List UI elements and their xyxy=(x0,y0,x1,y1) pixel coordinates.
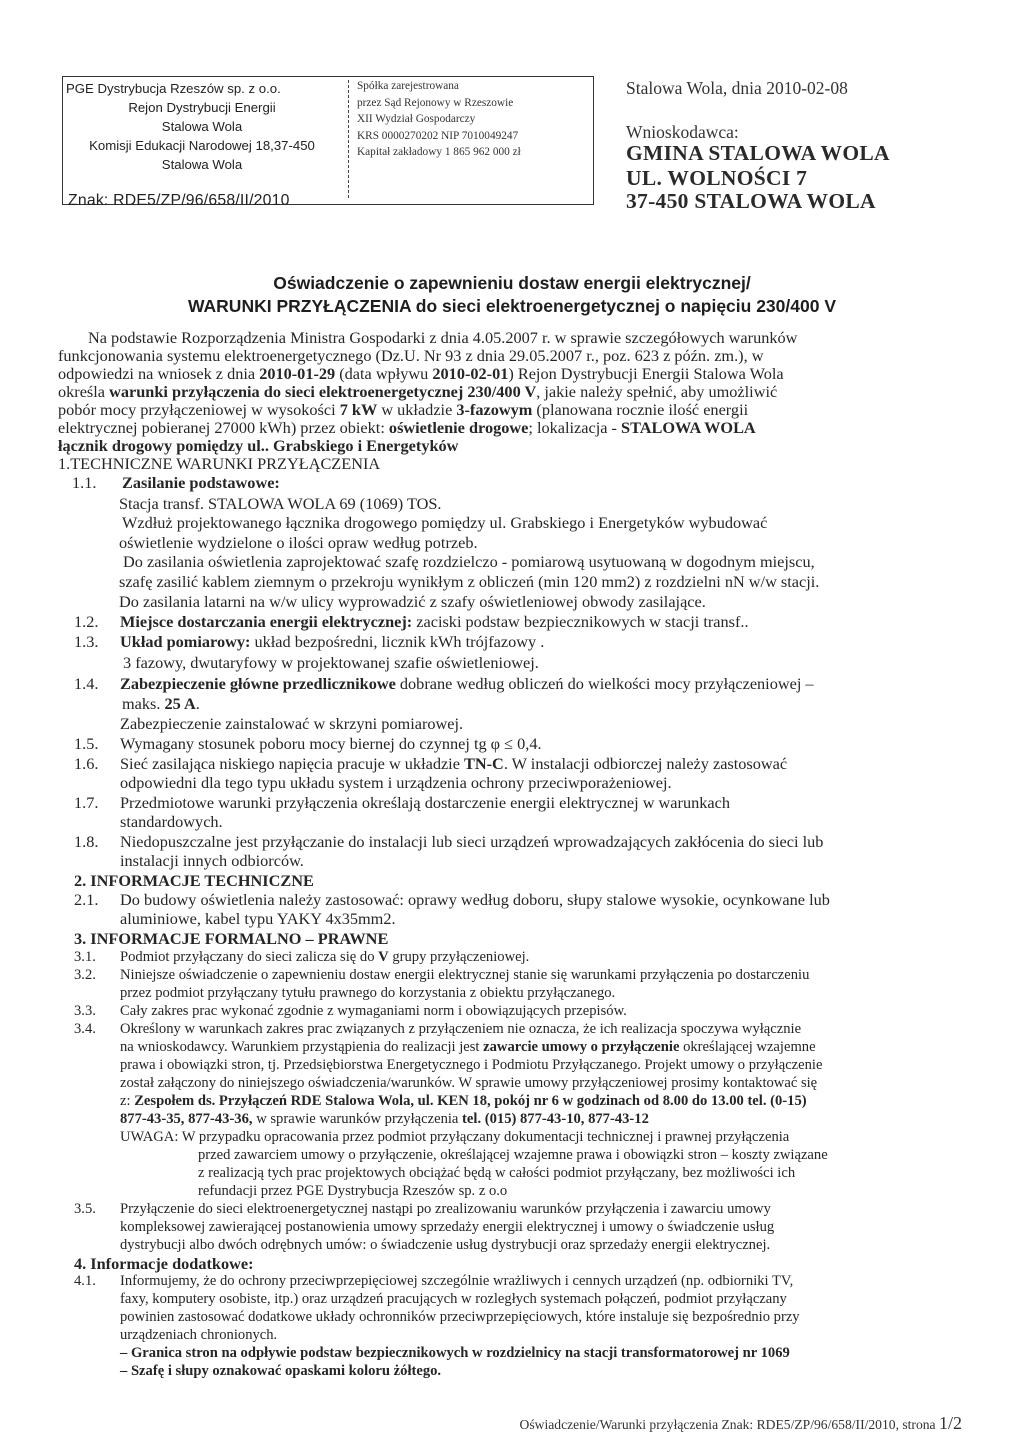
bullet-item: – Granica stron na odpływie podstaw bezpiecznikowych w rozdzielnicy na stacji transformatorowej nr 1069 xyxy=(120,1345,790,1361)
dashed-separator xyxy=(348,80,349,198)
item-text: Miejsce dostarczania energii elektrycznej: zaciski podstaw bezpiecznikowych w stacji transf.. xyxy=(120,612,749,631)
item-text: Podmiot przyłączany do sieci zalicza się do V grupy przyłączeniowej. xyxy=(120,949,530,965)
item-number: 3.2. xyxy=(74,967,96,983)
item-text: odpowiedni dla tego typu układu system i urządzenia ochrony przeciwporażeniowej. xyxy=(120,773,672,792)
section-heading: 1.TECHNICZNE WARUNKI PRZYŁĄCZENIA xyxy=(58,454,381,473)
document-date: Stalowa Wola, dnia 2010-02-08 xyxy=(626,78,848,98)
item-number: 4.1. xyxy=(74,1273,96,1289)
intro-line: odpowiedzi na wniosek z dnia 2010-01-29 (data wpływu 2010-02-01) Rejon Dystrybucji Energii Stalowa Wola xyxy=(58,364,784,383)
item-text: z: Zespołem ds. Przyłączeń RDE Stalowa Wola, ul. KEN 18, pokój nr 6 w godzinach od 8.00 do 13.00 tel. (0-15) xyxy=(120,1093,807,1109)
applicant-street: UL. WOLNOŚCI 7 xyxy=(626,166,808,190)
intro-line: określa warunki przyłączenia do sieci elektroenergetycznej 230/400 V, jakie należy spełnić, aby umożliwić xyxy=(58,382,778,401)
intro-line: funkcjonowania systemu elektroenergetycznego (Dz.U. Nr 93 z dnia 29.05.2007 r., poz. 623 z późn. zm.), w xyxy=(58,346,764,365)
item-number: 3.5. xyxy=(74,1201,96,1217)
item-text: Wymagany stosunek poboru mocy biernej do czynnej tg φ ≤ 0,4. xyxy=(120,734,542,753)
applicant-city: 37-450 STALOWA WOLA xyxy=(626,189,876,213)
item-text: Do zasilania oświetlenia zaprojektować szafę rozdzielczo - pomiarową usytuowaną w dogodnym miejscu, xyxy=(123,552,815,571)
item-text: Cały zakres prac wykonać zgodnie z wymaganiami norm i obowiązujących przepisów. xyxy=(120,1003,627,1019)
intro-line: pobór mocy przyłączeniowej w wysokości 7 kW w układzie 3-fazowym (planowana rocznie ilość energii xyxy=(58,400,749,419)
item-text: Przedmiotowe warunki przyłączenia określają dostarczenie energii elektrycznej w warunkach xyxy=(120,793,730,812)
item-text: urządzeniach chronionych. xyxy=(120,1327,278,1343)
intro-line: łącznik drogowy pomiędzy ul.. Grabskiego i Energetyków xyxy=(58,436,459,455)
item-text: kompleksowej zawierającej postanowienia umowy sprzedaży energii elektrycznej i umowy o świadczenie usług xyxy=(120,1219,775,1235)
item-text: Sieć zasilająca niskiego napięcia pracuje w układzie TN-C. W instalacji odbiorczej należy zastosować xyxy=(120,754,788,773)
item-text: 877-43-35, 877-43-36, w sprawie warunków przyłączenia tel. (015) 877-43-10, 877-43-12 xyxy=(120,1111,649,1127)
item-text: standardowych. xyxy=(120,812,223,831)
intro-line: elektrycznej pobieranej 27000 kWh) przez obiekt: oświetlenie drogowe; lokalizacja - STALOWA WOLA xyxy=(58,418,756,437)
item-text: Stacja transf. STALOWA WOLA 69 (1069) TOS. xyxy=(119,494,442,513)
registration-info xyxy=(357,78,521,161)
item-text: faxy, komputery osobiste, itp.) oraz urządzeń pracujących w rozległych systemach połączeń, podmiot przyłączany xyxy=(120,1291,787,1307)
item-text: Zabezpieczenie główne przedlicznikowe dobrane według obliczeń do wielkości mocy przyłączeniowej – xyxy=(120,674,814,693)
company-line: Stalowa Wola xyxy=(161,119,243,134)
item-text: Niniejsze oświadczenie o zapewnieniu dostaw energii elektrycznej stanie się warunkami przyłączenia po dostarczeniu xyxy=(120,967,810,983)
item-number: 1.5. xyxy=(74,734,99,753)
item-number: 1.8. xyxy=(74,832,99,851)
intro-line: Na podstawie Rozporządzenia Ministra Gospodarki z dnia 4.05.2007 r. w sprawie szczegółowych warunków xyxy=(88,328,798,347)
company-name: PGE Dystrybucja Rzeszów sp. z o.o. xyxy=(66,81,281,96)
company-line: Stalowa Wola xyxy=(161,157,243,172)
item-heading: Zasilanie podstawowe: xyxy=(122,473,280,492)
section-heading: 4. Informacje dodatkowe: xyxy=(74,1254,254,1273)
item-text: przez podmiot przyłączany tytułu prawnego do korzystania z obiektu przyłączanego. xyxy=(120,985,616,1001)
item-text: na wnioskodawcy. Warunkiem przystąpienia do realizacji jest zawarcie umowy o przyłączenie określającej wzajemne xyxy=(120,1039,816,1055)
item-text: Informujemy, że do ochrony przeciwprzepięciowej szczególnie wrażliwych i cennych urządzeń (np. odbiorniki TV, xyxy=(120,1273,794,1289)
note-text: z realizacją tych prac projektowych obciążać będą w całości podmiot przyłączany, bez możliwości ich xyxy=(198,1165,796,1181)
item-number: 2.1. xyxy=(74,890,99,909)
item-text: Określony w warunkach zakres prac związanych z przyłączeniem nie oznacza, że ich realizacja spoczywa wyłącznie xyxy=(120,1021,802,1037)
item-number: 1.3. xyxy=(74,632,99,651)
item-text: maks. 25 A. xyxy=(122,694,200,713)
item-text: szafę zasilić kablem ziemnym o przekroju wynikłym z obliczeń (min 120 mm2) z rozdzielni nN w/w stacji. xyxy=(119,572,820,591)
item-text: instalacji innych odbiorców. xyxy=(120,851,304,870)
item-number: 1.6. xyxy=(74,754,99,773)
item-text: Przyłączenie do sieci elektroenergetycznej nastąpi po zrealizowaniu warunków przyłączenia i zawarciu umowy xyxy=(120,1201,771,1217)
item-text: prawa i obowiązki stron, tj. Przedsiębiorstwa Energetycznego i Podmiotu Przyłączanego. Projekt umowy o przyłączenie xyxy=(120,1057,823,1073)
company-line: Komisji Edukacji Narodowej 18,37-450 xyxy=(89,138,315,153)
applicant-name: GMINA STALOWA WOLA xyxy=(626,141,890,165)
item-text: został załączony do niniejszego oświadczenia/warunków. W sprawie umowy przyłączeniowej prosimy kontaktować się xyxy=(120,1075,818,1091)
registration-line: przez Sąd Rejonowy w Rzeszowie xyxy=(357,96,514,109)
section-heading: 3. INFORMACJE FORMALNO – PRAWNE xyxy=(74,929,389,948)
bullet-item: – Szafę i słupy oznakować opaskami koloru żółtego. xyxy=(120,1363,442,1379)
item-number: 1.4. xyxy=(74,674,99,693)
item-number: 3.3. xyxy=(74,1003,96,1019)
item-text: Do zasilania latarni na w/w ulicy wyprowadzić z szafy oświetleniowej obwody zasilające. xyxy=(119,592,706,611)
item-text: Do budowy oświetlenia należy zastosować: oprawy według doboru, słupy stalowe wysokie, ocynkowane lub xyxy=(120,890,830,909)
item-text: powinien zastosować dodatkowe układy ochronników przeciwprzepięciowych, które instaluje się bezpośrednio przy xyxy=(120,1309,800,1325)
registration-line: KRS 0000270202 NIP 7010049247 xyxy=(357,129,519,142)
item-number: 3.4. xyxy=(74,1021,96,1037)
item-number: 1.2. xyxy=(74,612,99,631)
registration-line: XII Wydział Gospodarczy xyxy=(357,113,476,125)
item-number: 1.1. xyxy=(72,473,97,492)
item-text: Układ pomiarowy: układ bezpośredni, licznik kWh trójfazowy . xyxy=(120,632,545,651)
note-text: UWAGA: W przypadku opracowania przez podmiot przyłączany dokumentacji technicznej i prawnej przyłączenia xyxy=(120,1129,790,1145)
item-number: 3.1. xyxy=(74,949,96,965)
item-text: 3 fazowy, dwutaryfowy w projektowanej szafie oświetleniowej. xyxy=(123,653,539,672)
section-heading: 2. INFORMACJE TECHNICZNE xyxy=(74,871,314,890)
document-subtitle: WARUNKI PRZYŁĄCZENIA do sieci elektroenergetycznej o napięciu 230/400 V xyxy=(187,296,836,316)
document-title: Oświadczenie o zapewnieniu dostaw energii elektrycznej/ xyxy=(273,273,751,293)
item-number: 1.7. xyxy=(74,793,99,812)
item-text: dystrybucji albo dwóch odrębnych umów: o świadczenie usług dystrybucji oraz sprzedaży energii elektrycznej. xyxy=(120,1237,771,1253)
applicant-label: Wnioskodawca: xyxy=(626,122,739,142)
registration-line: Kapitał zakładowy 1 865 962 000 zł xyxy=(357,146,521,158)
note-text: przed zawarciem umowy o przyłączenie, określającej wzajemne prawa i obowiązki stron – koszty związane xyxy=(198,1147,828,1163)
item-text: Niedopuszczalne jest przyłączanie do instalacji lub sieci urządzeń wprowadzających zakłócenia do sieci lub xyxy=(120,832,824,851)
page-number: 1/2 xyxy=(938,1413,962,1433)
company-line: Rejon Dystrybucji Energii xyxy=(128,100,276,115)
company-address xyxy=(66,79,338,174)
item-text: aluminiowe, kabel typu YAKY 4x35mm2. xyxy=(120,909,396,928)
item-text: Zabezpieczenie zainstalować w skrzyni pomiarowej. xyxy=(120,714,464,733)
item-text: Wzdłuż projektowanego łącznika drogowego pomiędzy ul. Grabskiego i Energetyków wybudować xyxy=(122,513,768,532)
item-text: oświetlenie wydzielone o ilości opraw według potrzeb. xyxy=(119,533,478,552)
page-footer: Oświadczenie/Warunki przyłączenia Znak: RDE5/ZP/96/658/II/2010, strona 1/2 xyxy=(519,1413,962,1433)
registration-line: Spółka zarejestrowana xyxy=(357,80,459,92)
note-text: refundacji przez PGE Dystrybucja Rzeszów sp. z o.o xyxy=(198,1183,508,1199)
reference-number: Znak: RDE5/ZP/96/658/II/2010 xyxy=(68,192,290,209)
